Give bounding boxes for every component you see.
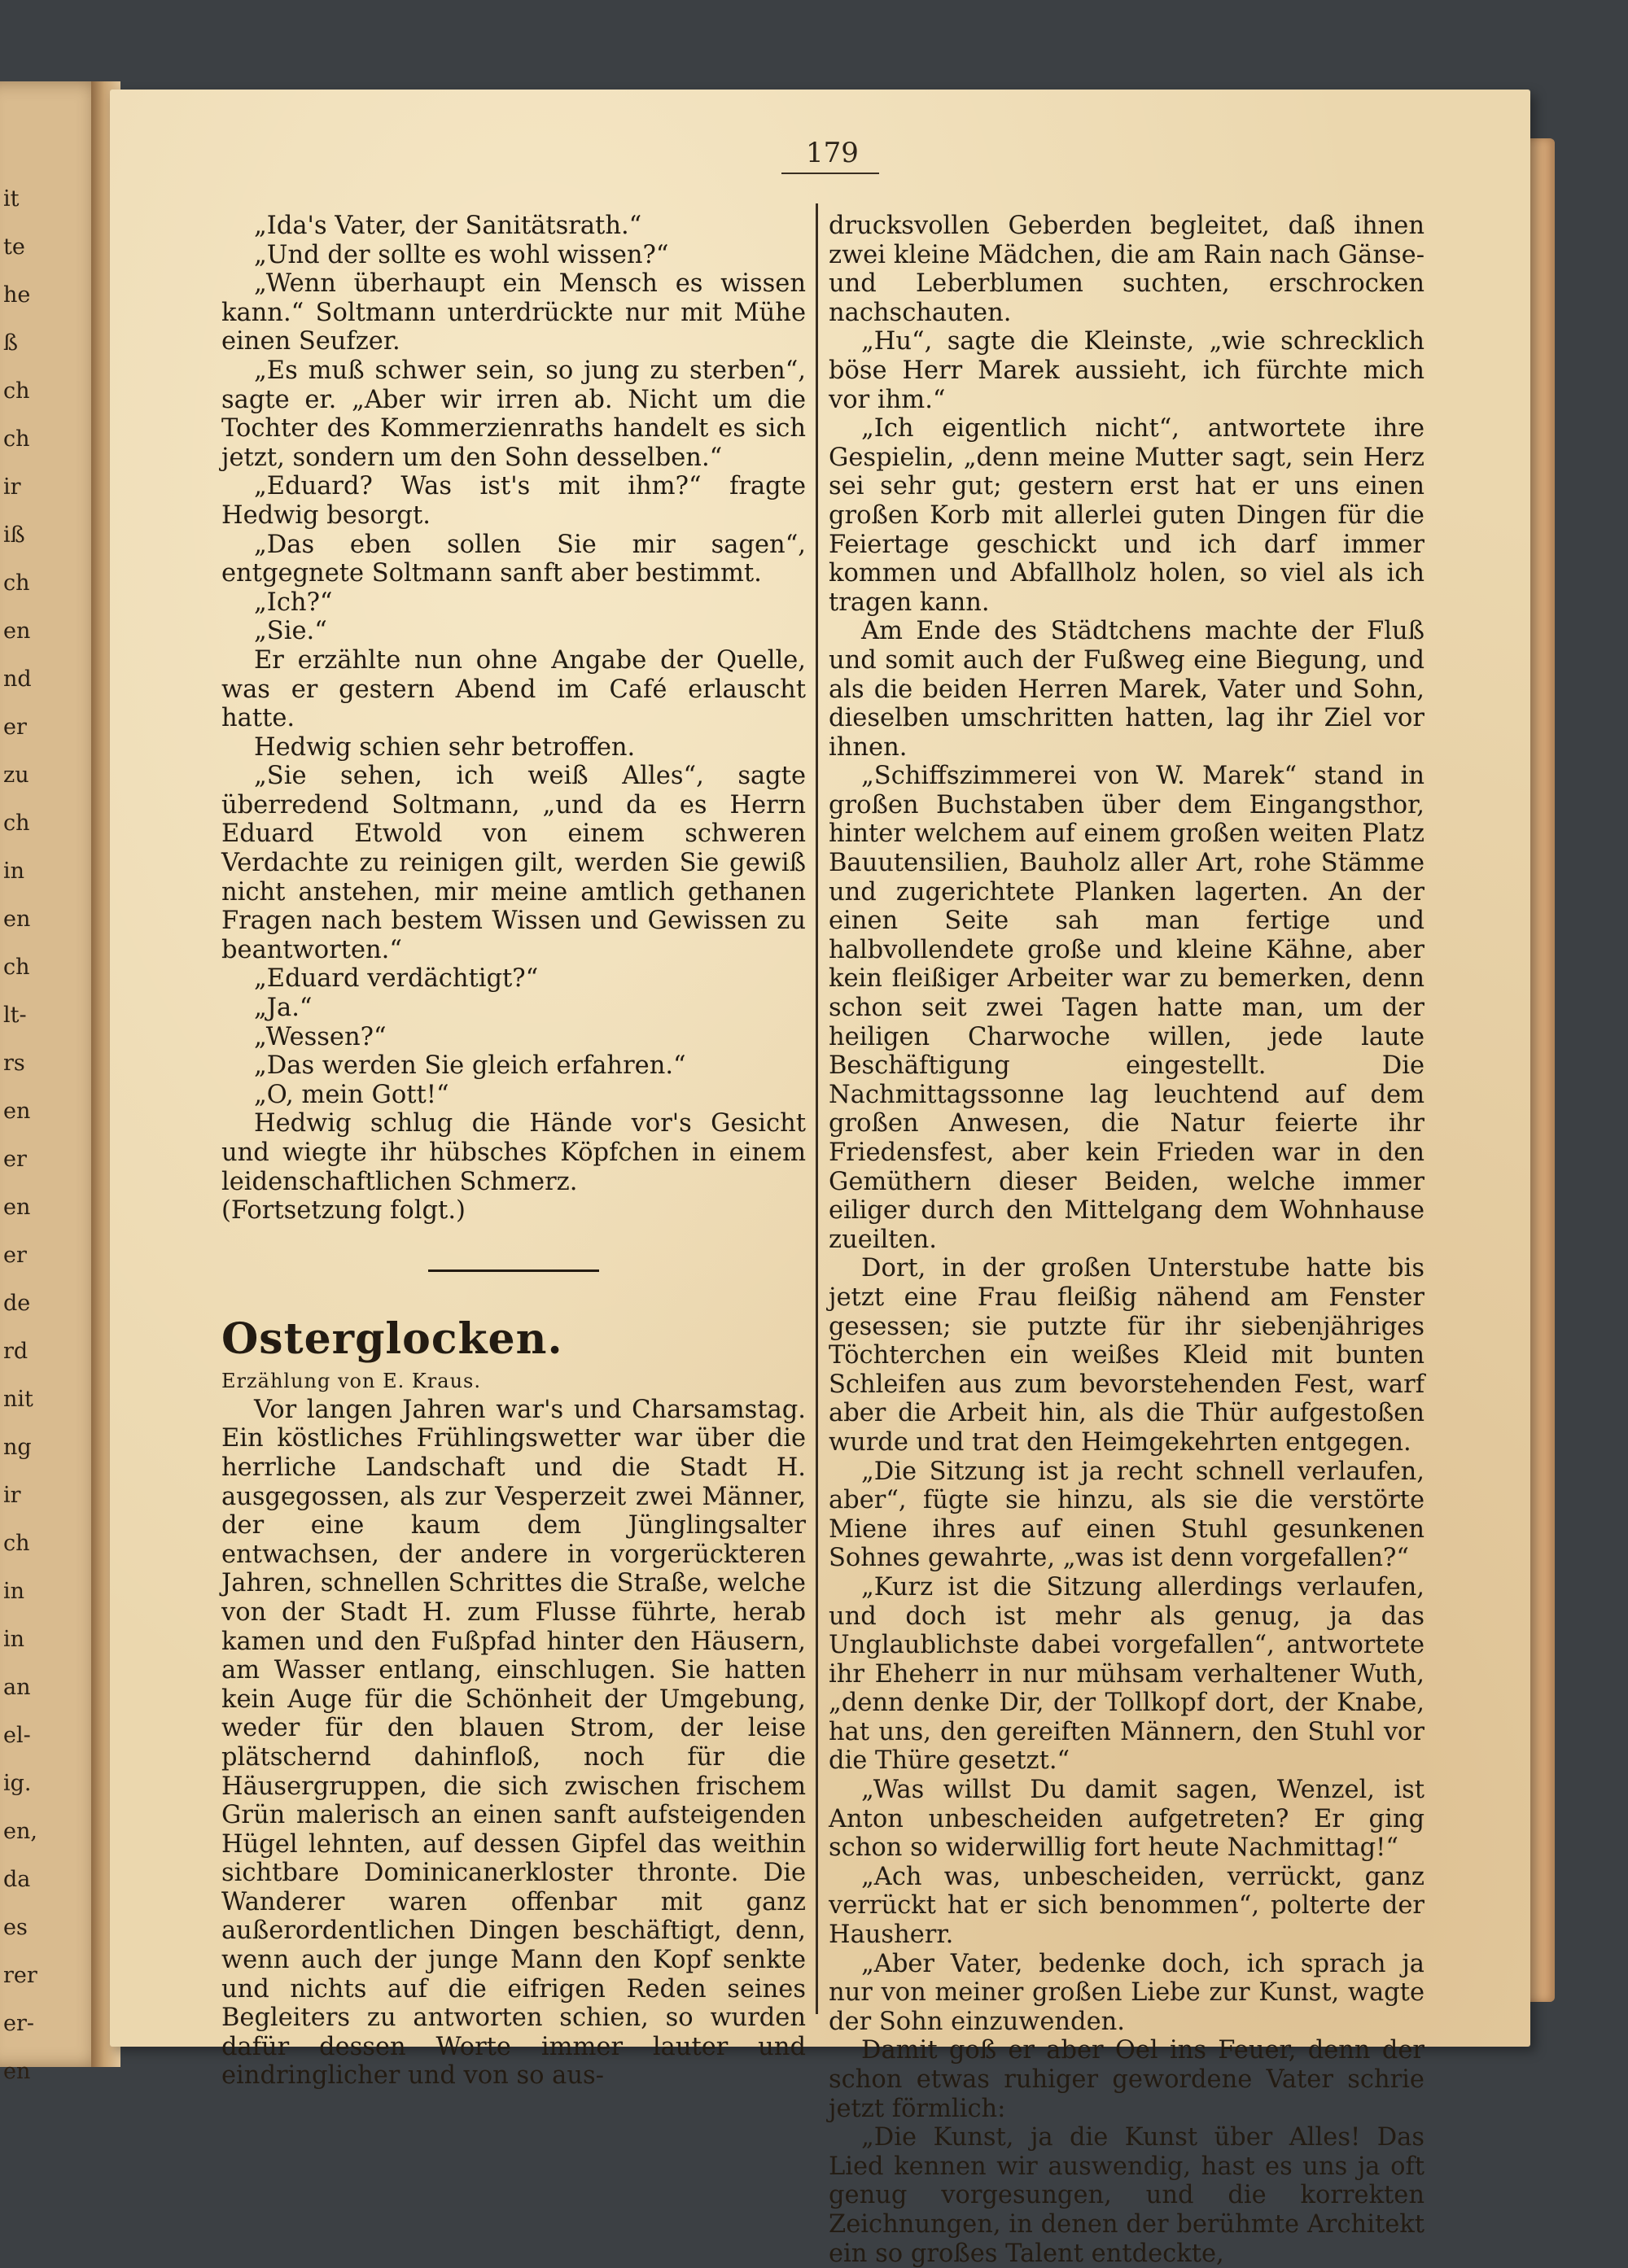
paragraph: Hedwig schlug die Hände vor's Gesicht und wiegte ihr hübsches Köpfchen in einem leidenschaftlichen Schmerz. xyxy=(221,1109,806,1196)
paragraph: Hedwig schien sehr betroffen. xyxy=(254,732,636,762)
paragraph: „Ich?“ xyxy=(254,588,333,617)
facing-page-fragment: da xyxy=(3,1867,31,1892)
facing-page-fragment: en xyxy=(3,1099,31,1124)
right-column xyxy=(829,212,1424,2268)
story-byline: Erzählung von E. Kraus. xyxy=(221,1369,481,1392)
page-number-rule xyxy=(781,173,879,174)
serial-text xyxy=(221,212,806,1196)
paragraph: drucksvollen Geberden begleitet, daß ihnen zwei kleine Mädchen, die am Rain nach Gänse- und Leberblumen suchten, erschrocken nachschauten. xyxy=(829,212,1424,327)
facing-page-fragment: rs xyxy=(3,1051,25,1076)
facing-page-fragment: ch xyxy=(3,811,30,836)
facing-page-fragment: er xyxy=(3,1243,27,1268)
facing-page-fragment: en xyxy=(3,618,31,644)
paragraph: „O, mein Gott!“ xyxy=(254,1080,449,1109)
paragraph: Dort, in der großen Unterstube hatte bis jetzt eine Frau fleißig nähend am Fenster gesessen; sie putzte für ihr siebenjähriges Töchterchen ein weißes Kleid mit bunten Schleifen aus zum bevorstehenden Fest, warf aber die Arbeit hin, als die Thür aufgestoßen wurde und trat den Heimgekehrten entgegen. xyxy=(829,1254,1424,1457)
facing-page-fragment: zu xyxy=(3,763,29,788)
facing-page-fragment: ß xyxy=(3,330,19,356)
facing-page-fragment: an xyxy=(3,1675,31,1700)
facing-page-fragment: nit xyxy=(3,1387,33,1412)
facing-page-fragment: in xyxy=(3,859,25,884)
facing-page-fragment: ng xyxy=(3,1435,32,1460)
paragraph: „Die Kunst, ja die Kunst über Alles! Das Lied kennen wir auswendig, hast es uns ja oft genug vorgesungen, und die korrekten Zeichnungen, in denen der berühmte Architekt ein so großes Talent entdeckte, xyxy=(829,2123,1424,2268)
paragraph: „Ich eigentlich nicht“, antwortete ihre Gespielin, „denn meine Mutter sagt, sein Herz sei sehr gut; gestern erst hat er uns einen großen Korb mit allerlei guten Dingen für die Feiertage geschickt und ich darf immer kommen und Abfallholz holen, so viel als ich tragen kann. xyxy=(829,414,1424,617)
paragraph: „Schiffszimmerei von W. Marek“ stand in großen Buchstaben über dem Eingangsthor, hinter welchem auf einem großen weiten Platz Bauutensilien, Bauholz aller Art, rohe Stämme und zugerichtete Planken lagerten. An der einen Seite sah man fertige und halbvollendete große und kleine Kähne, aber kein fleißiger Arbeiter war zu bemerken, denn schon seit zwei Tagen hatte man, um der heiligen Charwoche willen, jede laute Beschäftigung eingestellt. Die Nachmittagssonne lag leuchtend auf dem großen Anwesen, die Natur feierte ihr Friedensfest, aber kein Frieden war in den Gemüthern dieser Beiden, welche immer eiliger durch den Mittelgang dem Wohnhause zueilten. xyxy=(829,762,1424,1254)
facing-page-fragment: ir xyxy=(3,1483,21,1508)
facing-page-fragment: es xyxy=(3,1915,28,1940)
continuation-note: (Fortsetzung folgt.) xyxy=(221,1196,466,1226)
column-divider xyxy=(816,203,818,2014)
paragraph: Er erzählte nun ohne Angabe der Quelle, was er gestern Abend im Café erlauscht hatte. xyxy=(221,645,806,733)
paragraph: „Kurz ist die Sitzung allerdings verlaufen, und doch ist mehr als genug, ja das Unglaublichste dabei vorgefallen“, antwortete ihr Eheherr in nur mühsam verhaltener Wuth, „denn denke Dir, der Tollkopf dort, der Knabe, hat uns, den gereiften Männern, den Stuhl vor die Thüre gesetzt.“ xyxy=(829,1572,1424,1776)
facing-page-fragment: er xyxy=(3,714,27,740)
paragraph: „Das werden Sie gleich erfahren.“ xyxy=(254,1051,686,1081)
facing-page-fragment: rer xyxy=(3,1963,37,1988)
paragraph: „Das eben sollen Sie mir sagen“, entgegnete Soltmann sanft aber bestimmt. xyxy=(221,530,806,588)
facing-page-fragment: in xyxy=(3,1627,25,1652)
paragraph: „Eduard? Was ist's mit ihm?“ fragte Hedwig besorgt. xyxy=(221,472,806,530)
section-separator xyxy=(428,1269,599,1272)
facing-page-fragment: en xyxy=(3,1195,31,1220)
paragraph: Am Ende des Städtchens machte der Fluß und somit auch der Fußweg eine Biegung, und als die beiden Herren Marek, Vater und Sohn, dieselben umschritten hatten, lag ihr Ziel vor ihnen. xyxy=(829,617,1424,762)
paragraph: „Die Sitzung ist ja recht schnell verlaufen, aber“, fügte sie hinzu, als sie die verstörte Miene ihres auf einen Stuhl gesunkenen Sohnes gewahrte, „was ist denn vorgefallen?“ xyxy=(829,1457,1424,1573)
facing-page-fragment: rd xyxy=(3,1339,28,1364)
facing-page-fragment: el- xyxy=(3,1723,31,1748)
paragraph: Damit goß er aber Oel ins Feuer, denn der schon etwas ruhiger gewordene Vater schrie jetzt förmlich: xyxy=(829,2036,1424,2123)
paragraph: „Hu“, sagte die Kleinste, „wie schrecklich böse Herr Marek aussieht, ich fürchte mich vor ihm.“ xyxy=(829,327,1424,414)
paragraph: „Ja.“ xyxy=(254,994,313,1023)
facing-page-fragment: ir xyxy=(3,474,21,500)
facing-page-fragment: en xyxy=(3,2059,31,2084)
facing-page-fragment: nd xyxy=(3,666,32,692)
paragraph: „Ida's Vater, der Sanitätsrath.“ xyxy=(254,212,642,240)
paragraph: „Was willst Du damit sagen, Wenzel, ist Anton unbescheiden aufgetreten? Er ging schon so widerwillig fort heute Nachmittag!“ xyxy=(829,1776,1424,1863)
facing-page-fragment: iß xyxy=(3,522,25,548)
story-paragraph: Vor langen Jahren war's und Charsamstag. Ein köstliches Frühlingswetter war über die herrliche Landschaft und die Stadt H. ausgegossen, als zur Vesperzeit zwei Männer, der eine kaum dem Jünglingsalter entwachsen, der andere in vorgerückteren Jahren, schnellen Schrittes die Straße, welche von der Stadt H. zum Flusse führte, herab kamen und den Fußpfad hinter den Häusern, am Wasser entlang, einschlugen. Sie hatten kein Auge für die Schönheit der Umgebung, weder für den blauen Strom, der leise plätschernd dahinfloß, noch für die Häusergruppen, die sich zwischen frischem Grün malerisch an einen sanft aufsteigenden Hügel lehnten, auf dessen Gipfel das weithin sichtbare Dominicanerkloster thronte. Die Wanderer waren offenbar mit ganz außerordentlichen Dingen beschäftigt, denn, wenn auch der junge Mann den Kopf senkte und nichts auf die eifrigen Reden seines Begleiters zu antworten schien, so wurden dafür dessen Worte immer lauter und eindringlicher und von so aus- xyxy=(221,1395,806,2091)
paragraph: „Und der sollte es wohl wissen?“ xyxy=(254,240,669,269)
facing-page-fragment: he xyxy=(3,282,31,308)
paragraph: „Sie.“ xyxy=(254,617,327,646)
facing-page-fragment: ch xyxy=(3,378,30,404)
facing-page-fragment: er- xyxy=(3,2011,35,2036)
paragraph: „Eduard verdächtigt?“ xyxy=(254,964,539,994)
story-title: Osterglocken. xyxy=(221,1313,563,1364)
facing-page-fragment: te xyxy=(3,234,25,260)
facing-page-fragment: lt- xyxy=(3,1003,27,1028)
facing-page-fragment: ig. xyxy=(3,1771,32,1796)
facing-page-fragment: ch xyxy=(3,955,30,980)
paragraph: „Aber Vater, bedenke doch, ich sprach ja nur von meiner großen Liebe zur Kunst, wagte der Sohn einzuwenden. xyxy=(829,1949,1424,2036)
facing-page-fragment: it xyxy=(3,186,20,212)
story-text xyxy=(829,212,1424,2268)
facing-page-fragment: in xyxy=(3,1579,25,1604)
facing-page-fragment: ch xyxy=(3,570,30,596)
facing-page-fragment: de xyxy=(3,1291,31,1316)
paragraph: „Ach was, unbescheiden, verrückt, ganz verrückt hat er sich benommen“, polterte der Hausherr. xyxy=(829,1862,1424,1950)
facing-page-fragment: er xyxy=(3,1147,27,1172)
facing-page-fragment: ch xyxy=(3,426,30,452)
paragraph: „Wenn überhaupt ein Mensch es wissen kann.“ Soltmann unterdrückte nur mit Mühe einen Seufzer. xyxy=(221,269,806,356)
paragraph: „Wessen?“ xyxy=(254,1022,387,1051)
left-column xyxy=(221,212,806,2091)
facing-page-fragment: ch xyxy=(3,1531,30,1556)
facing-page-fragment: en xyxy=(3,907,31,932)
page-number: 179 xyxy=(806,137,859,169)
paragraph: „Sie sehen, ich weiß Alles“, sagte überredend Soltmann, „und da es Herrn Eduard Etwold von einem schweren Verdachte zu reinigen gilt, werden Sie gewiß nicht anstehen, mir meine amtlich gethanen Fragen nach bestem Wissen und Gewissen zu beantworten.“ xyxy=(221,762,806,964)
facing-page-fragment: en, xyxy=(3,1819,37,1844)
paragraph: „Es muß schwer sein, so jung zu sterben“, sagte er. „Aber wir irren ab. Nicht um die Tochter des Kommerzienraths handelt es sich jetzt, sondern um den Sohn desselben.“ xyxy=(221,356,806,472)
